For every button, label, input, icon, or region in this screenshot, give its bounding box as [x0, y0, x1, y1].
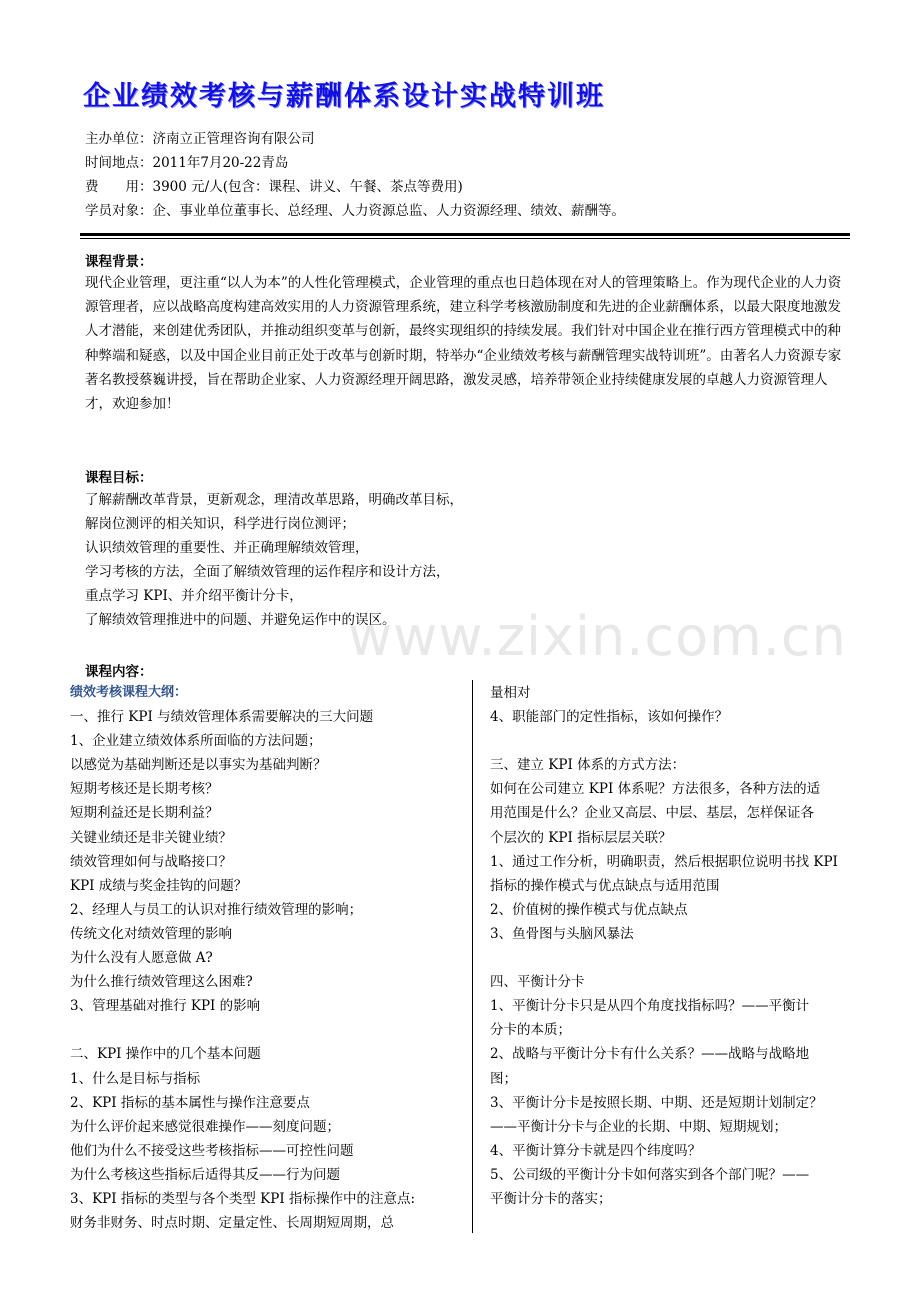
outline-line: 量相对: [490, 685, 531, 701]
outline-line: 指标的操作模式与优点缺点与适用范围: [490, 877, 720, 894]
outline-line: 关键业绩还是非关键业绩？: [70, 829, 232, 846]
outline-line: 3、平衡计分卡是按照长期、中期、还是短期计划制定？: [490, 1094, 823, 1111]
outline-line: 2、战略与平衡计分卡有什么关系？——战略与战略地: [490, 1046, 810, 1063]
time-location-line: 时间地点：2011年7月20-22青岛: [85, 155, 289, 171]
outline-right-column: [490, 681, 882, 1211]
outline-line: 四、平衡计分卡: [490, 974, 585, 991]
outline-line: 传统文化对绩效管理的影响: [70, 925, 232, 942]
goal-item: 解岗位测评的相关知识，科学进行岗位测评；: [85, 516, 355, 532]
header-divider-thick: [80, 233, 850, 236]
outline-line: 3、管理基础对推行 KPI 的影响: [70, 998, 261, 1015]
background-text: 现代企业管理，更注重“以人为本”的人性化管理模式，企业管理的重点也日趋体现在对人的管理策略上。作为现代企业的人力资源管理者，应以战略高度构建高效实用的人力资源管理系统，建立科学考核激励制度和先进的企业薪酬体系，以最大限度地激发人才潜能，来创建优秀团队，并推动组织变革与创新，最终实现组织的持续发展。我们针对中国企业在推行西方管理模式中的种种弊端和疑惑，以及中国企业目前正处于改革与创新时期，特举办“企业绩效考核与薪酬管理实战特训班”。由著名人力资源专家著名教授蔡巍讲授，旨在帮助企业家、人力资源经理开阔思路，激发灵感，培养带领企业持续健康发展的卓越人力资源管理人才，欢迎参加！: [85, 275, 842, 413]
outline-line: 一、推行 KPI 与绩效管理体系需要解决的三大问题: [70, 709, 374, 726]
outline-line: 2、KPI 指标的基本属性与操作注意要点: [70, 1094, 310, 1111]
goals-list: [85, 488, 463, 632]
outline-line: 2、价值树的操作模式与优点缺点: [490, 901, 688, 918]
goal-item: 了解绩效管理推进中的问题、并避免运作中的误区。: [85, 612, 396, 628]
outline-line: 三、建立 KPI 体系的方式方法：: [490, 757, 686, 774]
outline-line: 2、经理人与员工的认识对推行绩效管理的影响；: [70, 901, 363, 918]
fee-line: 费 用：3900 元/人(包含：课程、讲义、午餐、茶点等费用): [85, 179, 463, 195]
outline-line: 短期考核还是长期考核？: [70, 781, 219, 798]
outline-line: 以感觉为基础判断还是以事实为基础判断？: [70, 757, 327, 774]
column-divider: [472, 680, 473, 1233]
outline-line: 4、平衡计算分卡就是四个纬度吗？: [490, 1142, 702, 1159]
outline-line: 他们为什么不接受这些考核指标——可控性问题: [70, 1142, 354, 1159]
outline-line: 绩效管理如何与战略接口？: [70, 853, 232, 870]
outline-line: 1、企业建立绩效体系所面临的方法问题；: [70, 733, 322, 750]
outline-line: 图；: [490, 1070, 517, 1087]
outline-line: 1、平衡计分卡只是从四个角度找指标吗？——平衡计: [490, 998, 810, 1015]
header-divider-thin: [80, 238, 850, 239]
blank-line: [490, 946, 882, 970]
outline-line: ——平衡计分卡与企业的长期、中期、短期规划；: [490, 1118, 787, 1135]
outline-line: 为什么推行绩效管理这么困难?: [70, 974, 253, 991]
outline-line: 平衡计分卡的落实；: [490, 1190, 612, 1207]
outline-line: 3、KPI 指标的类型与各个类型 KPI 指标操作中的注意点:: [70, 1190, 416, 1207]
outline-line: 短期利益还是长期利益？: [70, 805, 219, 822]
outline-line: 个层次的 KPI 指标层层关联？: [490, 829, 672, 846]
outline-line: 1、通过工作分析，明确职责，然后根据职位说明书找 KPI: [490, 853, 838, 870]
content-heading: 课程内容：: [85, 664, 153, 680]
outline-line: 为什么没有人愿意做 A?: [70, 950, 213, 967]
outline-line: 为什么考核这些指标后适得其反——行为问题: [70, 1166, 340, 1183]
outline-title: 绩效考核课程大纲：: [70, 685, 188, 700]
page-title: 企业绩效考核与薪酬体系设计实战特训班: [83, 81, 605, 112]
outline-line: 二、KPI 操作中的几个基本问题: [70, 1046, 261, 1063]
outline-line: 4、职能部门的定性指标，该如何操作？: [490, 709, 729, 726]
outline-line: 5、公司级的平衡计分卡如何落实到各个部门呢？——: [490, 1166, 810, 1183]
outline-line: 如何在公司建立 KPI 体系呢？方法很多，各种方法的适: [490, 781, 821, 798]
goals-heading: 课程目标：: [85, 470, 153, 486]
goal-item: 学习考核的方法，全面了解绩效管理的运作程序和设计方法，: [85, 564, 450, 580]
goal-item: 认识绩效管理的重要性、并正确理解绩效管理，: [85, 540, 369, 556]
outline-line: 用范围是什么？企业又高层、中层、基层，怎样保证各: [490, 805, 814, 822]
background-heading: 课程背景：: [85, 254, 153, 270]
outline-line: KPI 成绩与奖金挂钩的问题？: [70, 877, 248, 894]
blank-line: [490, 729, 882, 753]
outline-left-column: [70, 681, 468, 1235]
outline-line: 财务非财务、时点时期、定量定性、长周期短周期，总: [70, 1215, 394, 1232]
course-meta: [85, 127, 625, 223]
watermark: www.zixin.com.cn: [348, 605, 847, 668]
organizer-line: 主办单位：济南立正管理咨询有限公司: [85, 131, 315, 147]
outline-line: 为什么评价起来感觉很难操作——刻度问题；: [70, 1118, 340, 1135]
outline-line: 3、鱼骨图与头脑风暴法: [490, 925, 634, 942]
goal-item: 重点学习 KPI、并介绍平衡计分卡，: [85, 588, 303, 604]
audience-line: 学员对象：企、事业单位董事长、总经理、人力资源总监、人力资源经理、绩效、薪酬等。: [85, 203, 625, 219]
outline-line: 1、什么是目标与指标: [70, 1070, 201, 1087]
blank-line: [70, 1018, 468, 1042]
outline-line: 分卡的本质；: [490, 1022, 571, 1039]
goal-item: 了解薪酬改革背景，更新观念，理清改革思路，明确改革目标，: [85, 492, 463, 508]
